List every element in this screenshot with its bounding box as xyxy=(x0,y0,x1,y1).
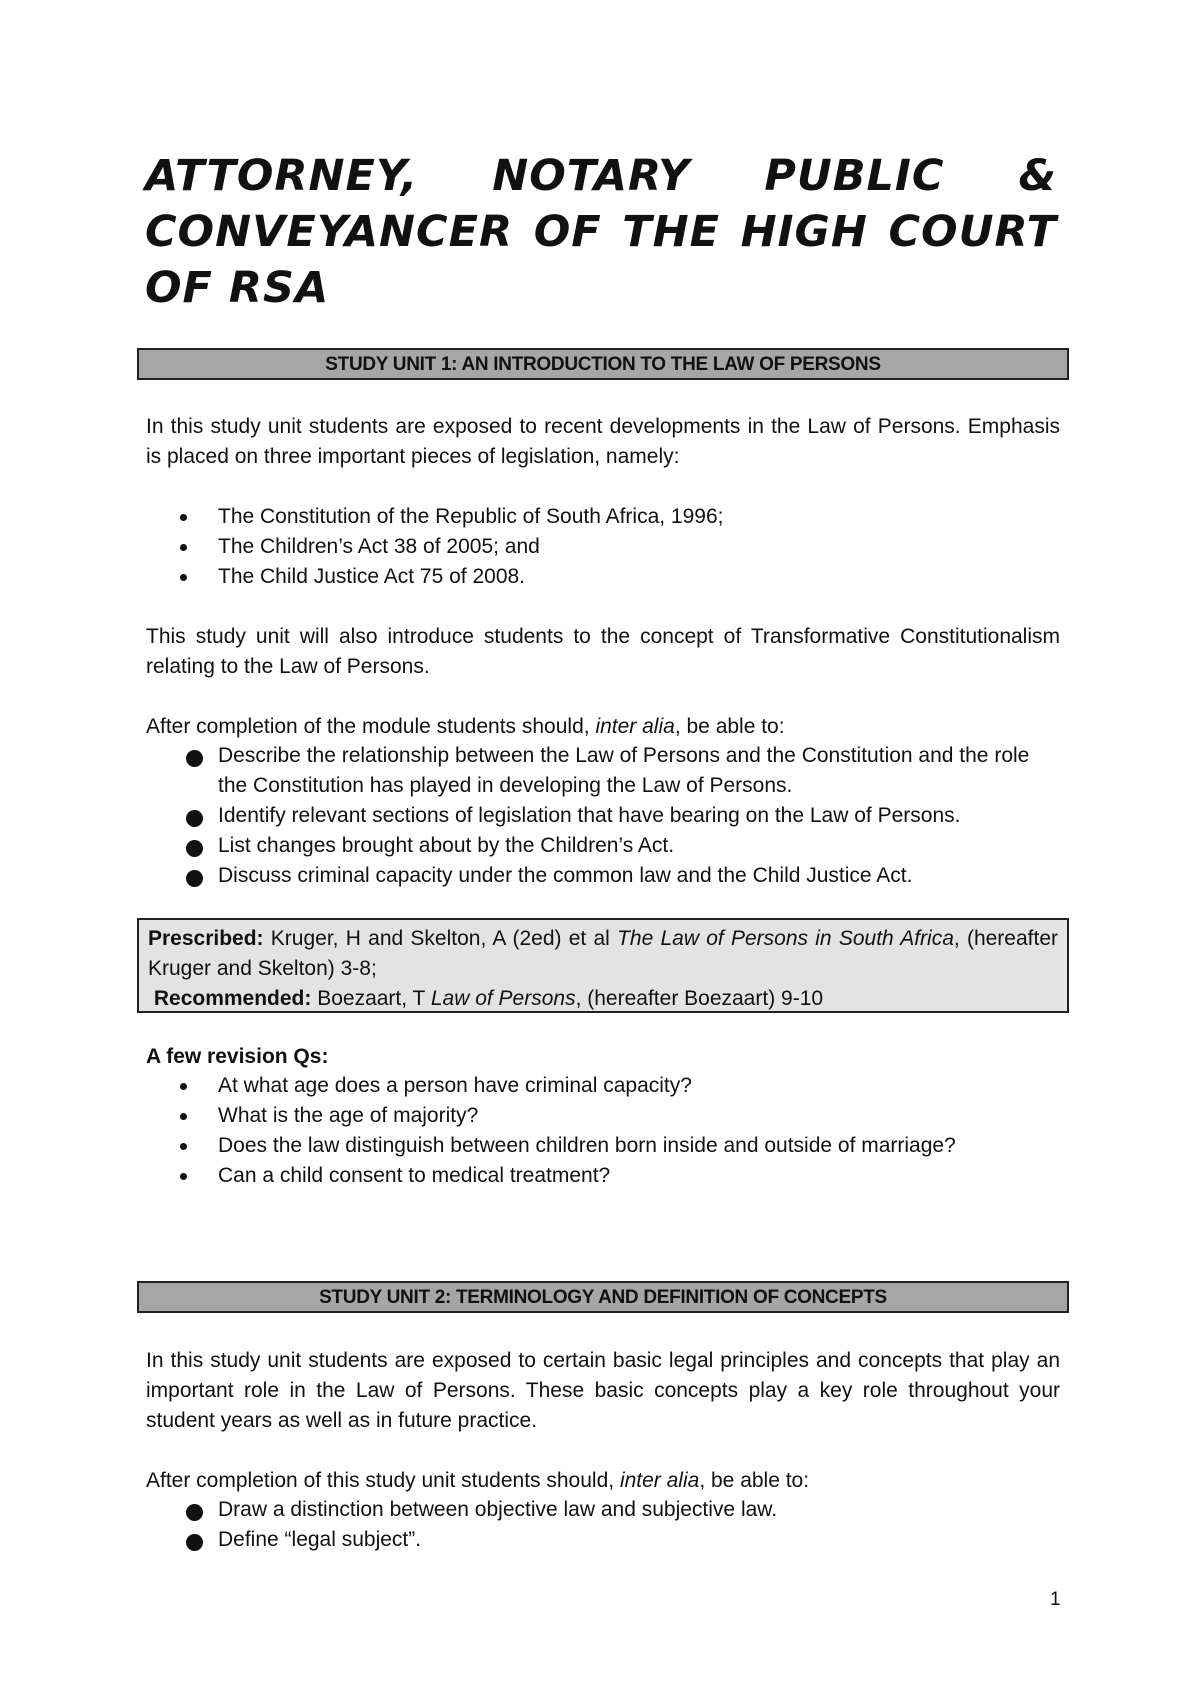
list-item: The Children’s Act 38 of 2005; and xyxy=(146,532,1060,562)
bullet-icon xyxy=(186,840,203,857)
list-item: The Child Justice Act 75 of 2008. xyxy=(146,562,1060,592)
unit1-intro: In this study unit students are exposed to recent developments in the Law of Persons. Emphasis is placed on three important pieces of legislation, namely: xyxy=(146,415,1060,468)
list-item: Does the law distinguish between children born inside and outside of marriage? xyxy=(146,1131,1060,1161)
bullet-icon xyxy=(180,544,187,551)
list-item: At what age does a person have criminal capacity? xyxy=(146,1071,1060,1101)
document-title: ATTORNEY, NOTARY PUBLIC & CONVEYANCER OF THE HIGH COURT OF RSA xyxy=(145,151,1057,313)
list-item: Can a child consent to medical treatment? xyxy=(146,1161,1060,1191)
list-item: Describe the relationship between the Law of Persons and the Constitution and the role the Constitution has played in developing the Law of Persons. xyxy=(146,741,1060,801)
bullet-icon xyxy=(180,1113,187,1120)
bullet-icon xyxy=(180,1143,187,1150)
unit2-header: STUDY UNIT 2: TERMINOLOGY AND DEFINITION OF CONCEPTS xyxy=(137,1281,1069,1313)
bullet-icon xyxy=(186,1504,203,1521)
list-item: The Constitution of the Republic of South Africa, 1996; xyxy=(146,502,1060,532)
revision-heading: A few revision Qs: xyxy=(146,1045,329,1068)
bullet-icon xyxy=(180,1173,187,1180)
list-item: Identify relevant sections of legislation that have bearing on the Law of Persons. xyxy=(146,801,1060,831)
bullet-icon xyxy=(186,750,203,767)
list-item: What is the age of majority? xyxy=(146,1101,1060,1131)
page-number: 1 xyxy=(1050,1589,1061,1610)
bullet-icon xyxy=(180,574,187,581)
list-item: Discuss criminal capacity under the common law and the Child Justice Act. xyxy=(146,861,1060,891)
bullet-icon xyxy=(186,810,203,827)
unit2-intro: In this study unit students are exposed to certain basic legal principles and concepts that play an important role in the Law of Persons. These basic concepts play a key role throughout your student years as well as in future practice. xyxy=(146,1349,1060,1432)
bullet-icon xyxy=(180,1083,187,1090)
unit1-concept-paragraph: This study unit will also introduce students to the concept of Transformative Constitutionalism relating to the Law of Persons. xyxy=(146,625,1060,678)
reading-references-box xyxy=(137,918,1069,1013)
list-item: List changes brought about by the Children’s Act. xyxy=(146,831,1060,861)
unit1-header: STUDY UNIT 1: AN INTRODUCTION TO THE LAW OF PERSONS xyxy=(137,348,1069,380)
unit1-outcomes-lead: After completion of the module students should, inter alia, be able to: xyxy=(146,715,785,738)
unit2-outcomes-list xyxy=(146,1495,1060,1555)
bullet-icon xyxy=(180,514,187,521)
list-item: Define “legal subject”. xyxy=(146,1525,1060,1555)
unit1-outcomes-list xyxy=(146,741,1060,891)
unit2-outcomes-lead: After completion of this study unit students should, inter alia, be able to: xyxy=(146,1469,810,1492)
bullet-icon xyxy=(186,870,203,887)
bullet-icon xyxy=(186,1534,203,1551)
recommended-reference: Recommended: Boezaart, T Law of Persons, (hereafter Boezaart) 9-10 xyxy=(153,987,824,1010)
legislation-list xyxy=(146,502,1060,592)
prescribed-reference: Prescribed: Kruger, H and Skelton, A (2ed) et al The Law of Persons in South Africa, (hereafter Kruger and Skelton) 3-8; xyxy=(148,927,1058,980)
list-item: Draw a distinction between objective law and subjective law. xyxy=(146,1495,1060,1525)
revision-questions-list xyxy=(146,1071,1060,1191)
